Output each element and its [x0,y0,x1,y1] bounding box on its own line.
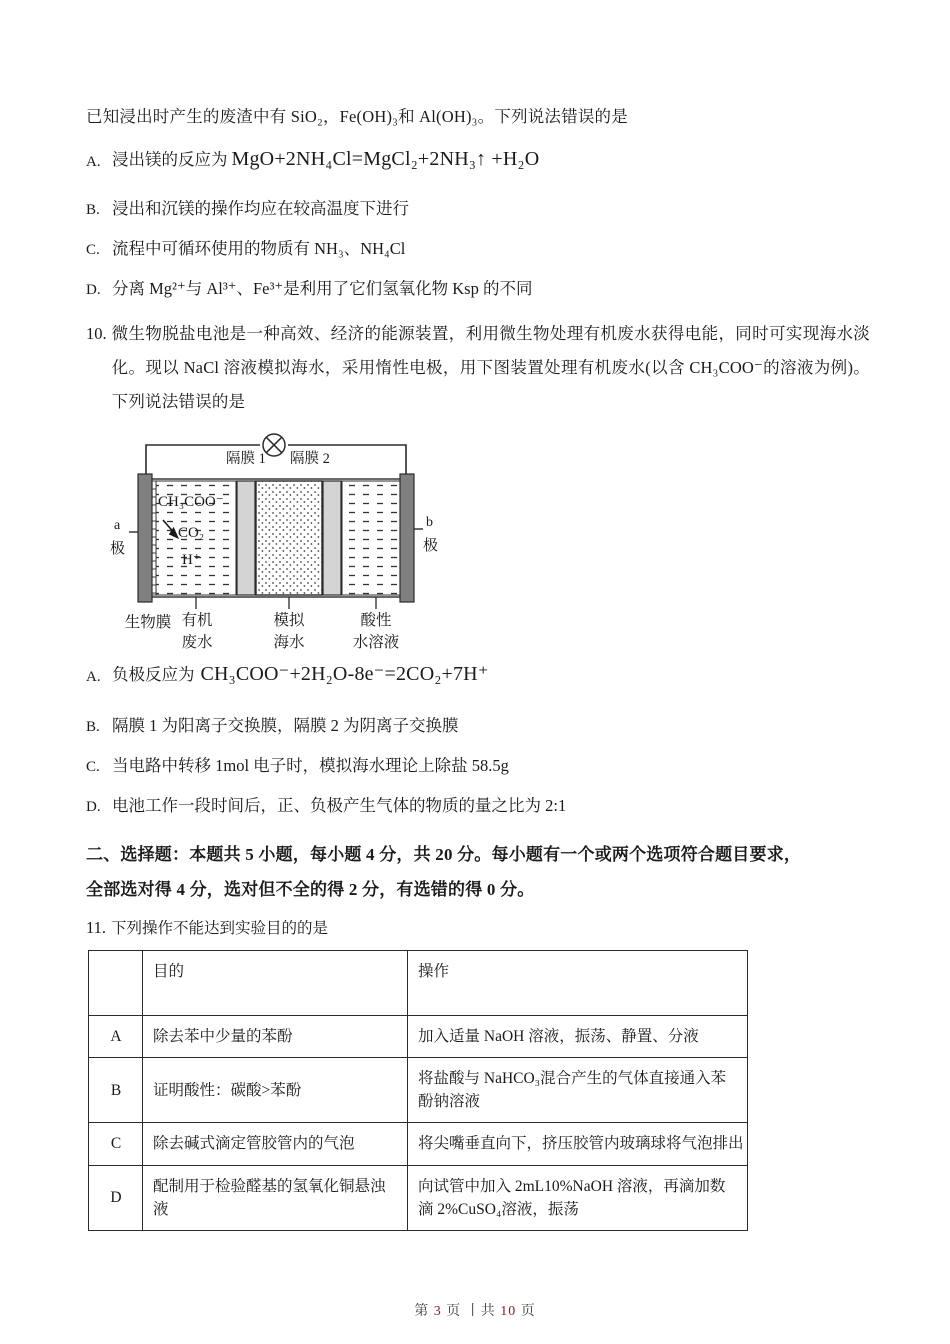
species-co2-label: CO₂ [178,524,205,541]
bottom-label-organic-wastewater [172,610,222,653]
question10-option-a [86,661,870,686]
membrane-1 [237,481,255,595]
option-text: 分离 Mg²⁺与 Al³⁺、Fe³⁺是利用了它们氢氧化物 Ksp 的不同 [112,278,533,298]
experiment-purpose-table [88,950,748,1232]
question10-option-c [86,752,870,776]
electrode-b-label-bottom: 极 [423,537,439,554]
option-letter: D. [86,281,101,298]
membrane-1-label: 隔膜 1 [226,450,266,467]
membrane-2-label: 隔膜 2 [290,450,330,467]
table-row [89,1123,748,1165]
question9-stem: 已知浸出时产生的废渣中有 SiO₂，Fe(OH)₃和 Al(OH)₃。下列说法错误的是 [86,107,628,126]
bottom-label-simulated-seawater [264,610,314,653]
electrode-b [400,474,414,602]
footer-page-number: 3 [433,1304,442,1319]
question10-option-b [86,712,870,736]
section2-heading-line1: 二、选择题：本题共 5 小题，每小题 4 分，共 20 分。每小题有一个或两个选项符合题目要求， [86,844,802,864]
row-letter: D [89,1165,143,1231]
question10-block [86,317,870,419]
option-text: 浸出和沉镁的操作均应在较高温度下进行 [112,198,409,218]
electrode-a-label-bottom: 极 [110,540,126,557]
row-letter: B [89,1057,143,1123]
page-footer [0,1300,950,1320]
species-proton-label: H⁺ [182,551,201,568]
option-letter: A. [86,668,101,685]
option-letter: C. [86,241,100,258]
header-cell-purpose: 目的 [143,950,408,1015]
table-row [89,1057,748,1123]
option-a-equation: MgO+2NH₄Cl=MgCl₂+2NH₃↑ +H₂O [231,147,540,170]
species-acetate-label: CH₃COO⁻ [158,493,224,510]
bottom-label-line1: 有机 [181,611,213,629]
bottom-leaders [196,597,376,609]
header-cell-blank [89,950,143,1015]
row-operation: 加入适量 NaOH 溶液，振荡、静置、分液 [408,1015,748,1057]
option-letter: A. [86,153,101,170]
option-lead-text: 浸出镁的反应为 [112,149,228,169]
option-a-equation: CH₃COO⁻+2H₂O-8e⁻=2CO₂+7H⁺ [200,662,489,685]
question11-block [86,916,870,938]
row-purpose: 证明酸性：碳酸>苯酚 [143,1057,408,1123]
membrane-2 [323,481,341,595]
row-letter: C [89,1123,143,1165]
lamp-icon [263,434,285,456]
bottom-label-line2: 海水 [273,633,305,651]
option-letter: B. [86,201,100,218]
row-letter: A [89,1015,143,1057]
row-operation: 向试管中加入 2mL10%NaOH 溶液，再滴加数滴 2%CuSO₄溶液，振荡 [408,1165,748,1231]
option-text: 当电路中转移 1mol 电子时，模拟海水理论上除盐 58.5g [112,755,509,775]
question9-option-b [86,195,870,219]
bottom-label-line2: 水溶液 [352,633,400,651]
option-text: 流程中可循环使用的物质有 NH₃、NH₄Cl [112,238,406,258]
page-content [86,100,870,1231]
question9-option-c [86,235,870,259]
row-operation: 将盐酸与 NaHCO₃混合产生的气体直接通入苯酚钠溶液 [408,1057,748,1123]
question10-option-d [86,792,870,816]
bottom-label-acidic-solution [342,610,410,653]
table-row [89,1165,748,1231]
question11-number: 11. [86,917,107,937]
simulated-seawater-compartment [256,481,322,595]
bottom-label-line1: 酸性 [360,611,392,629]
microbial-desalination-cell-figure [110,427,450,651]
electrode-a [138,474,152,602]
section2-heading-line2: 全部选对得 4 分，选对但不全的得 2 分，有选错的得 0 分。 [86,879,535,899]
table-row [89,1015,748,1057]
footer-middle: 页 丨共 [446,1304,496,1319]
bottom-label-line1: 模拟 [273,611,305,629]
row-operation: 将尖嘴垂直向下，挤压胶管内玻璃球将气泡排出 [408,1123,748,1165]
option-text: 隔膜 1 为阳离子交换膜，隔膜 2 为阴离子交换膜 [112,715,459,735]
question9-option-d [86,275,870,299]
electrode-b-label-top: b [426,514,433,530]
header-cell-operation: 操作 [408,950,748,1015]
footer-total-pages: 10 [500,1304,517,1319]
bottom-label-line2: 废水 [181,633,213,651]
question9-option-a [86,146,870,171]
electrode-a-label-top: a [114,517,121,533]
option-letter: D. [86,798,101,815]
footer-suffix: 页 [520,1304,536,1319]
row-purpose: 除去苯中少量的苯酚 [143,1015,408,1057]
option-letter: B. [86,718,100,735]
row-purpose: 配制用于检验醛基的氢氧化铜悬浊液 [143,1165,408,1231]
row-purpose: 除去碱式滴定管胶管内的气泡 [143,1123,408,1165]
option-lead-text: 负极反应为 [112,664,195,684]
question11-stem: 下列操作不能达到实验目的的是 [111,919,329,937]
question10-stem: 微生物脱盐电池是一种高效、经济的能源装置，利用微生物处理有机废水获得电能，同时可实现海水淡化。现以 NaCl 溶液模拟海水，采用惰性电极，用下图装置处理有机废水(以含 CH₃COO⁻的溶液为例)。下列说法错误的是 [111,323,870,411]
option-text: 电池工作一段时间后，正、负极产生气体的物质的量之比为 2:1 [112,795,567,815]
table-header-row [89,950,748,1015]
footer-prefix: 第 [414,1304,430,1319]
option-letter: C. [86,758,100,775]
question10-number: 10. [86,323,107,343]
bottom-label-biofilm: 生物膜 [124,613,172,631]
